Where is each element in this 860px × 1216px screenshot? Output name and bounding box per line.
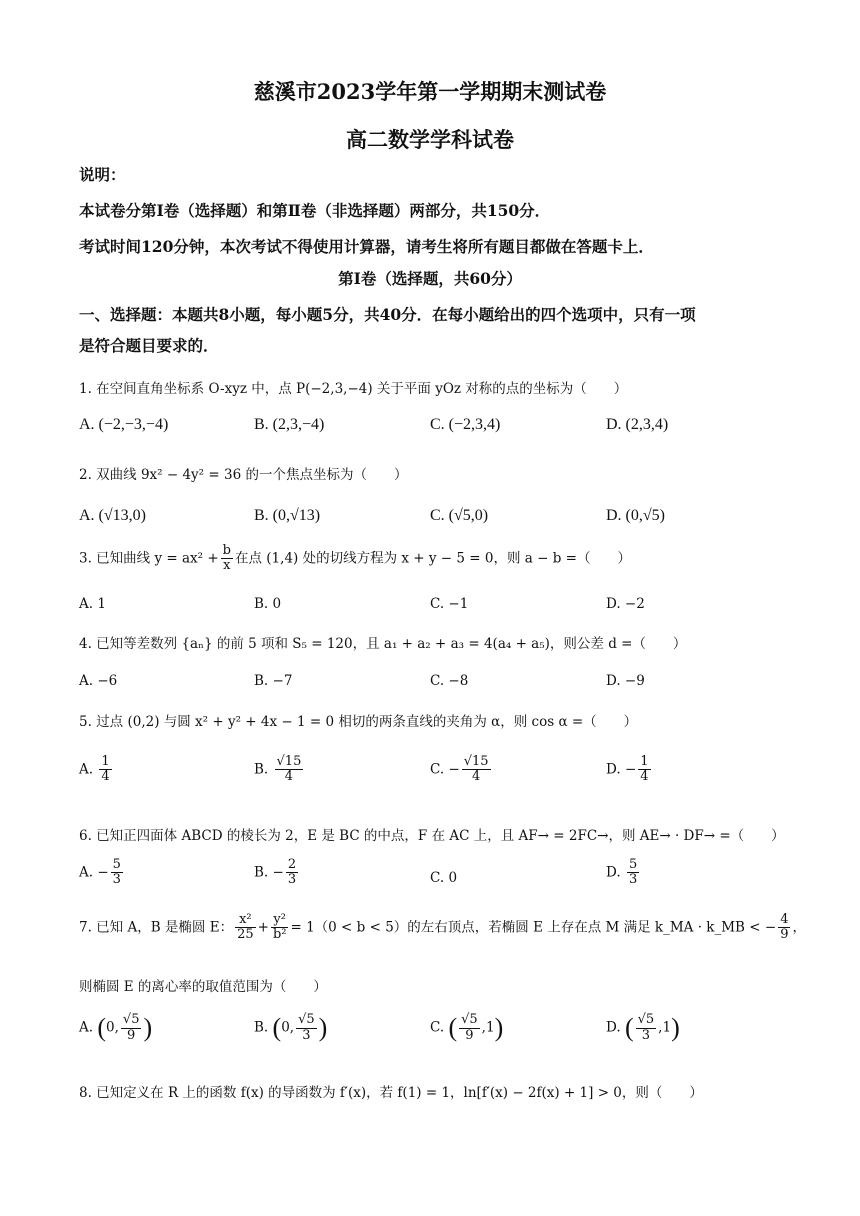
- question-2-option-c: C. (√5,0): [430, 507, 489, 524]
- question-6-option-d-den: 3: [628, 872, 638, 888]
- question-7-option-c-den: 9: [465, 1027, 474, 1043]
- question-7-option-b-den: 3: [302, 1027, 311, 1043]
- question-7-option-d-close: ): [671, 1013, 680, 1042]
- question-7-option-d-open: (: [624, 1013, 634, 1042]
- instructions-line-2: 考试时间120分钟，本次考试不得使用计算器，请考生将所有题目都做在答题卡上．: [79, 237, 654, 256]
- question-7-fraction-3-den: 9: [780, 927, 789, 943]
- question-6-option-b-den: 3: [287, 872, 297, 888]
- question-7-option-b: [254, 1013, 327, 1043]
- question-7-option-b-before: 0,: [281, 1019, 295, 1036]
- question-5-option-a-den: 4: [101, 769, 110, 785]
- question-1-option-a: A. (−2,−3,−4): [79, 416, 169, 433]
- question-7-option-d-after: ,1: [658, 1019, 672, 1036]
- question-4-option-d: D. −9: [606, 673, 645, 689]
- question-5-option-b-den: 4: [284, 769, 294, 785]
- question-5-option-b-num: √15: [276, 754, 302, 769]
- question-7-fraction-2: [271, 913, 289, 943]
- question-3-stem-pre: 3. 已知曲线 y = ax² +: [79, 550, 219, 567]
- question-7-option-d-prefix: D.: [606, 1019, 621, 1036]
- question-6-option-b-num: 2: [287, 857, 297, 872]
- question-5-option-d-den: 4: [640, 769, 649, 785]
- question-6-option-d: [606, 858, 641, 888]
- part1-heading-line-2: 是符合题目要求的．: [79, 336, 219, 355]
- question-5-option-c-prefix: C.: [430, 761, 445, 778]
- question-5-option-a: [79, 755, 114, 785]
- question-5-option-a-fraction: [99, 755, 111, 785]
- question-6-option-c: [430, 870, 457, 886]
- question-7-stem-mid: = 1（0 < b < 5）的左右顶点，若椭圆 E 上存在点 M 满足 k_MA · k_MB < −: [290, 919, 777, 936]
- exam-subtitle: 高二数学学科试卷: [346, 127, 514, 152]
- question-7-fraction-1-num: x²: [235, 913, 256, 928]
- question-5-stem: 5. 过点 (0,2) 与圆 x² + y² + 4x − 1 = 0 相切的两条直线的夹角为 α，则 cos α =（ ）: [79, 714, 638, 730]
- question-2-stem: 2. 双曲线 9x² − 4y² = 36 的一个焦点坐标为（ ）: [79, 467, 408, 483]
- question-3-stem: [79, 544, 631, 574]
- question-6-option-c-text: 0: [448, 870, 458, 886]
- question-6-option-d-fraction: [627, 858, 639, 888]
- question-3-fraction: [221, 544, 233, 574]
- question-6-option-a: [79, 858, 125, 888]
- question-7-plus: +: [257, 919, 269, 936]
- question-3-stem-post: 在点 (1,4) 处的切线方程为 x + y − 5 = 0，则 a − b =（ ）: [235, 550, 631, 567]
- question-7-option-d-num: √5: [637, 1012, 655, 1028]
- question-7-option-c: [430, 1013, 503, 1043]
- exam-title: 慈溪市2023学年第一学期期末测试卷: [253, 79, 607, 104]
- question-5-option-d-num: 1: [640, 754, 649, 769]
- question-7-option-d-den: 3: [641, 1027, 651, 1043]
- question-4-option-a: A. −6: [79, 673, 118, 689]
- question-3-fraction-num: b: [222, 543, 231, 558]
- question-5-option-b: [254, 755, 305, 785]
- question-7-stem-pre: 7. 已知 A，B 是椭圆 E：: [79, 919, 234, 936]
- question-6-option-b: [254, 858, 300, 888]
- question-7-option-b-open: (: [272, 1013, 282, 1042]
- question-3-fraction-den: x: [223, 558, 231, 574]
- question-6-option-c-prefix: C.: [430, 870, 445, 886]
- question-7-option-a-close: ): [143, 1013, 153, 1042]
- question-3-option-c: C. −1: [430, 596, 469, 612]
- question-5-option-c: [430, 755, 493, 785]
- question-3-option-d: D. −2: [606, 596, 645, 612]
- question-5-option-a-prefix: A.: [79, 761, 94, 778]
- question-5-option-c-fraction: [462, 755, 491, 785]
- question-7-stem-line-2: 则椭圆 E 的离心率的取值范围为（ ）: [79, 979, 327, 995]
- question-7-fraction-1-den: 25: [237, 927, 254, 943]
- question-7-fraction-3: [778, 913, 790, 943]
- question-3-option-a: A. 1: [79, 596, 106, 612]
- question-7-option-a: [79, 1013, 152, 1043]
- question-7-option-b-close: ): [318, 1013, 328, 1042]
- question-7-stem-end: ，: [792, 919, 806, 936]
- question-7-option-a-fraction: [121, 1013, 142, 1043]
- question-7-option-c-close: ): [494, 1013, 504, 1042]
- question-5-option-c-sign: −: [448, 761, 460, 778]
- instructions-line-1: 本试卷分第Ⅰ卷（选择题）和第Ⅱ卷（非选择题）两部分，共150分．: [79, 201, 551, 220]
- question-2-option-b: B. (0,√13): [254, 507, 321, 524]
- question-7-option-d-fraction: [636, 1013, 657, 1043]
- part1-heading-line-1: 一、选择题：本题共8小题，每小题5分，共40分．在每小题给出的四个选项中，只有一项: [79, 305, 696, 324]
- question-7-option-b-prefix: B.: [254, 1019, 269, 1036]
- question-5-option-d-prefix: D.: [606, 761, 621, 778]
- question-7-option-a-den: 9: [127, 1027, 136, 1043]
- question-6-option-b-sign: −: [272, 864, 284, 881]
- question-6-option-a-prefix: A.: [79, 864, 94, 881]
- question-4-option-b: B. −7: [254, 673, 293, 689]
- question-7-option-b-num: √5: [298, 1012, 315, 1028]
- question-5-option-a-num: 1: [101, 754, 110, 769]
- question-7-option-c-prefix: C.: [430, 1019, 445, 1036]
- question-1-stem: 1. 在空间直角坐标系 O-xyz 中，点 P(−2,3,−4) 关于平面 yOz 对称的点的坐标为（ ）: [79, 381, 628, 397]
- question-6-option-a-sign: −: [97, 864, 109, 881]
- question-5-option-c-den: 4: [472, 769, 481, 785]
- question-4-stem: 4. 已知等差数列 {aₙ} 的前 5 项和 S₅ = 120，且 a₁ + a₂ + a₃ = 4(a₄ + a₅)，则公差 d =（ ）: [79, 636, 687, 652]
- question-7-option-b-fraction: [296, 1013, 317, 1043]
- question-7-option-c-open: (: [448, 1013, 458, 1042]
- section-title: 第Ⅰ卷（选择题，共60分）: [338, 269, 522, 288]
- question-6-option-a-num: 5: [112, 857, 121, 872]
- question-6-option-d-prefix: D.: [606, 864, 621, 881]
- question-6-option-d-num: 5: [628, 857, 638, 872]
- question-6-option-b-prefix: B.: [254, 864, 269, 881]
- question-5-option-c-num: √15: [463, 754, 489, 769]
- question-6-option-a-fraction: [111, 858, 123, 888]
- question-6-option-b-fraction: [286, 858, 298, 888]
- question-4-option-c: C. −8: [430, 673, 469, 689]
- question-7-option-d: [606, 1013, 680, 1043]
- question-7-option-a-before: 0,: [106, 1019, 119, 1036]
- instructions-label: 说明：: [79, 165, 126, 184]
- question-7-fraction-2-den: b²: [272, 927, 287, 943]
- question-7-option-c-fraction: [459, 1013, 480, 1043]
- question-7-option-a-num: √5: [122, 1012, 140, 1028]
- question-5-option-d: [606, 755, 653, 785]
- question-6-stem: 6. 已知正四面体 ABCD 的棱长为 2，E 是 BC 的中点，F 在 AC 上，且 AF→ = 2FC→，则 AE→ · DF→ =（ ）: [79, 828, 785, 844]
- question-6-option-a-den: 3: [112, 872, 121, 888]
- question-5-option-b-prefix: B.: [254, 761, 269, 778]
- question-7-fraction-2-num: y²: [271, 913, 289, 928]
- question-1-option-b: B. (2,3,−4): [254, 416, 325, 433]
- question-2-option-a: A. (√13,0): [79, 507, 146, 524]
- question-7-option-c-num: √5: [461, 1012, 478, 1028]
- question-5-option-b-fraction: [275, 755, 304, 785]
- question-7-stem: [79, 913, 806, 943]
- question-7-option-a-open: (: [97, 1013, 107, 1042]
- question-7-fraction-1: [235, 913, 256, 943]
- question-1-option-c: C. (−2,3,4): [430, 416, 501, 433]
- question-1-option-d: D. (2,3,4): [606, 416, 669, 433]
- question-5-option-d-fraction: [638, 755, 650, 785]
- question-3-option-b: B. 0: [254, 596, 282, 612]
- question-7-option-c-after: ,1: [481, 1019, 495, 1036]
- question-5-option-d-sign: −: [624, 761, 637, 778]
- question-7-option-a-prefix: A.: [79, 1019, 94, 1036]
- question-2-option-d: D. (0,√5): [606, 507, 665, 524]
- question-8-stem: 8. 已知定义在 R 上的函数 f(x) 的导函数为 f′(x)，若 f(1) = 1，ln[f′(x) − 2f(x) + 1] > 0，则（ ）: [79, 1085, 703, 1101]
- question-7-fraction-3-num: 4: [780, 912, 789, 927]
